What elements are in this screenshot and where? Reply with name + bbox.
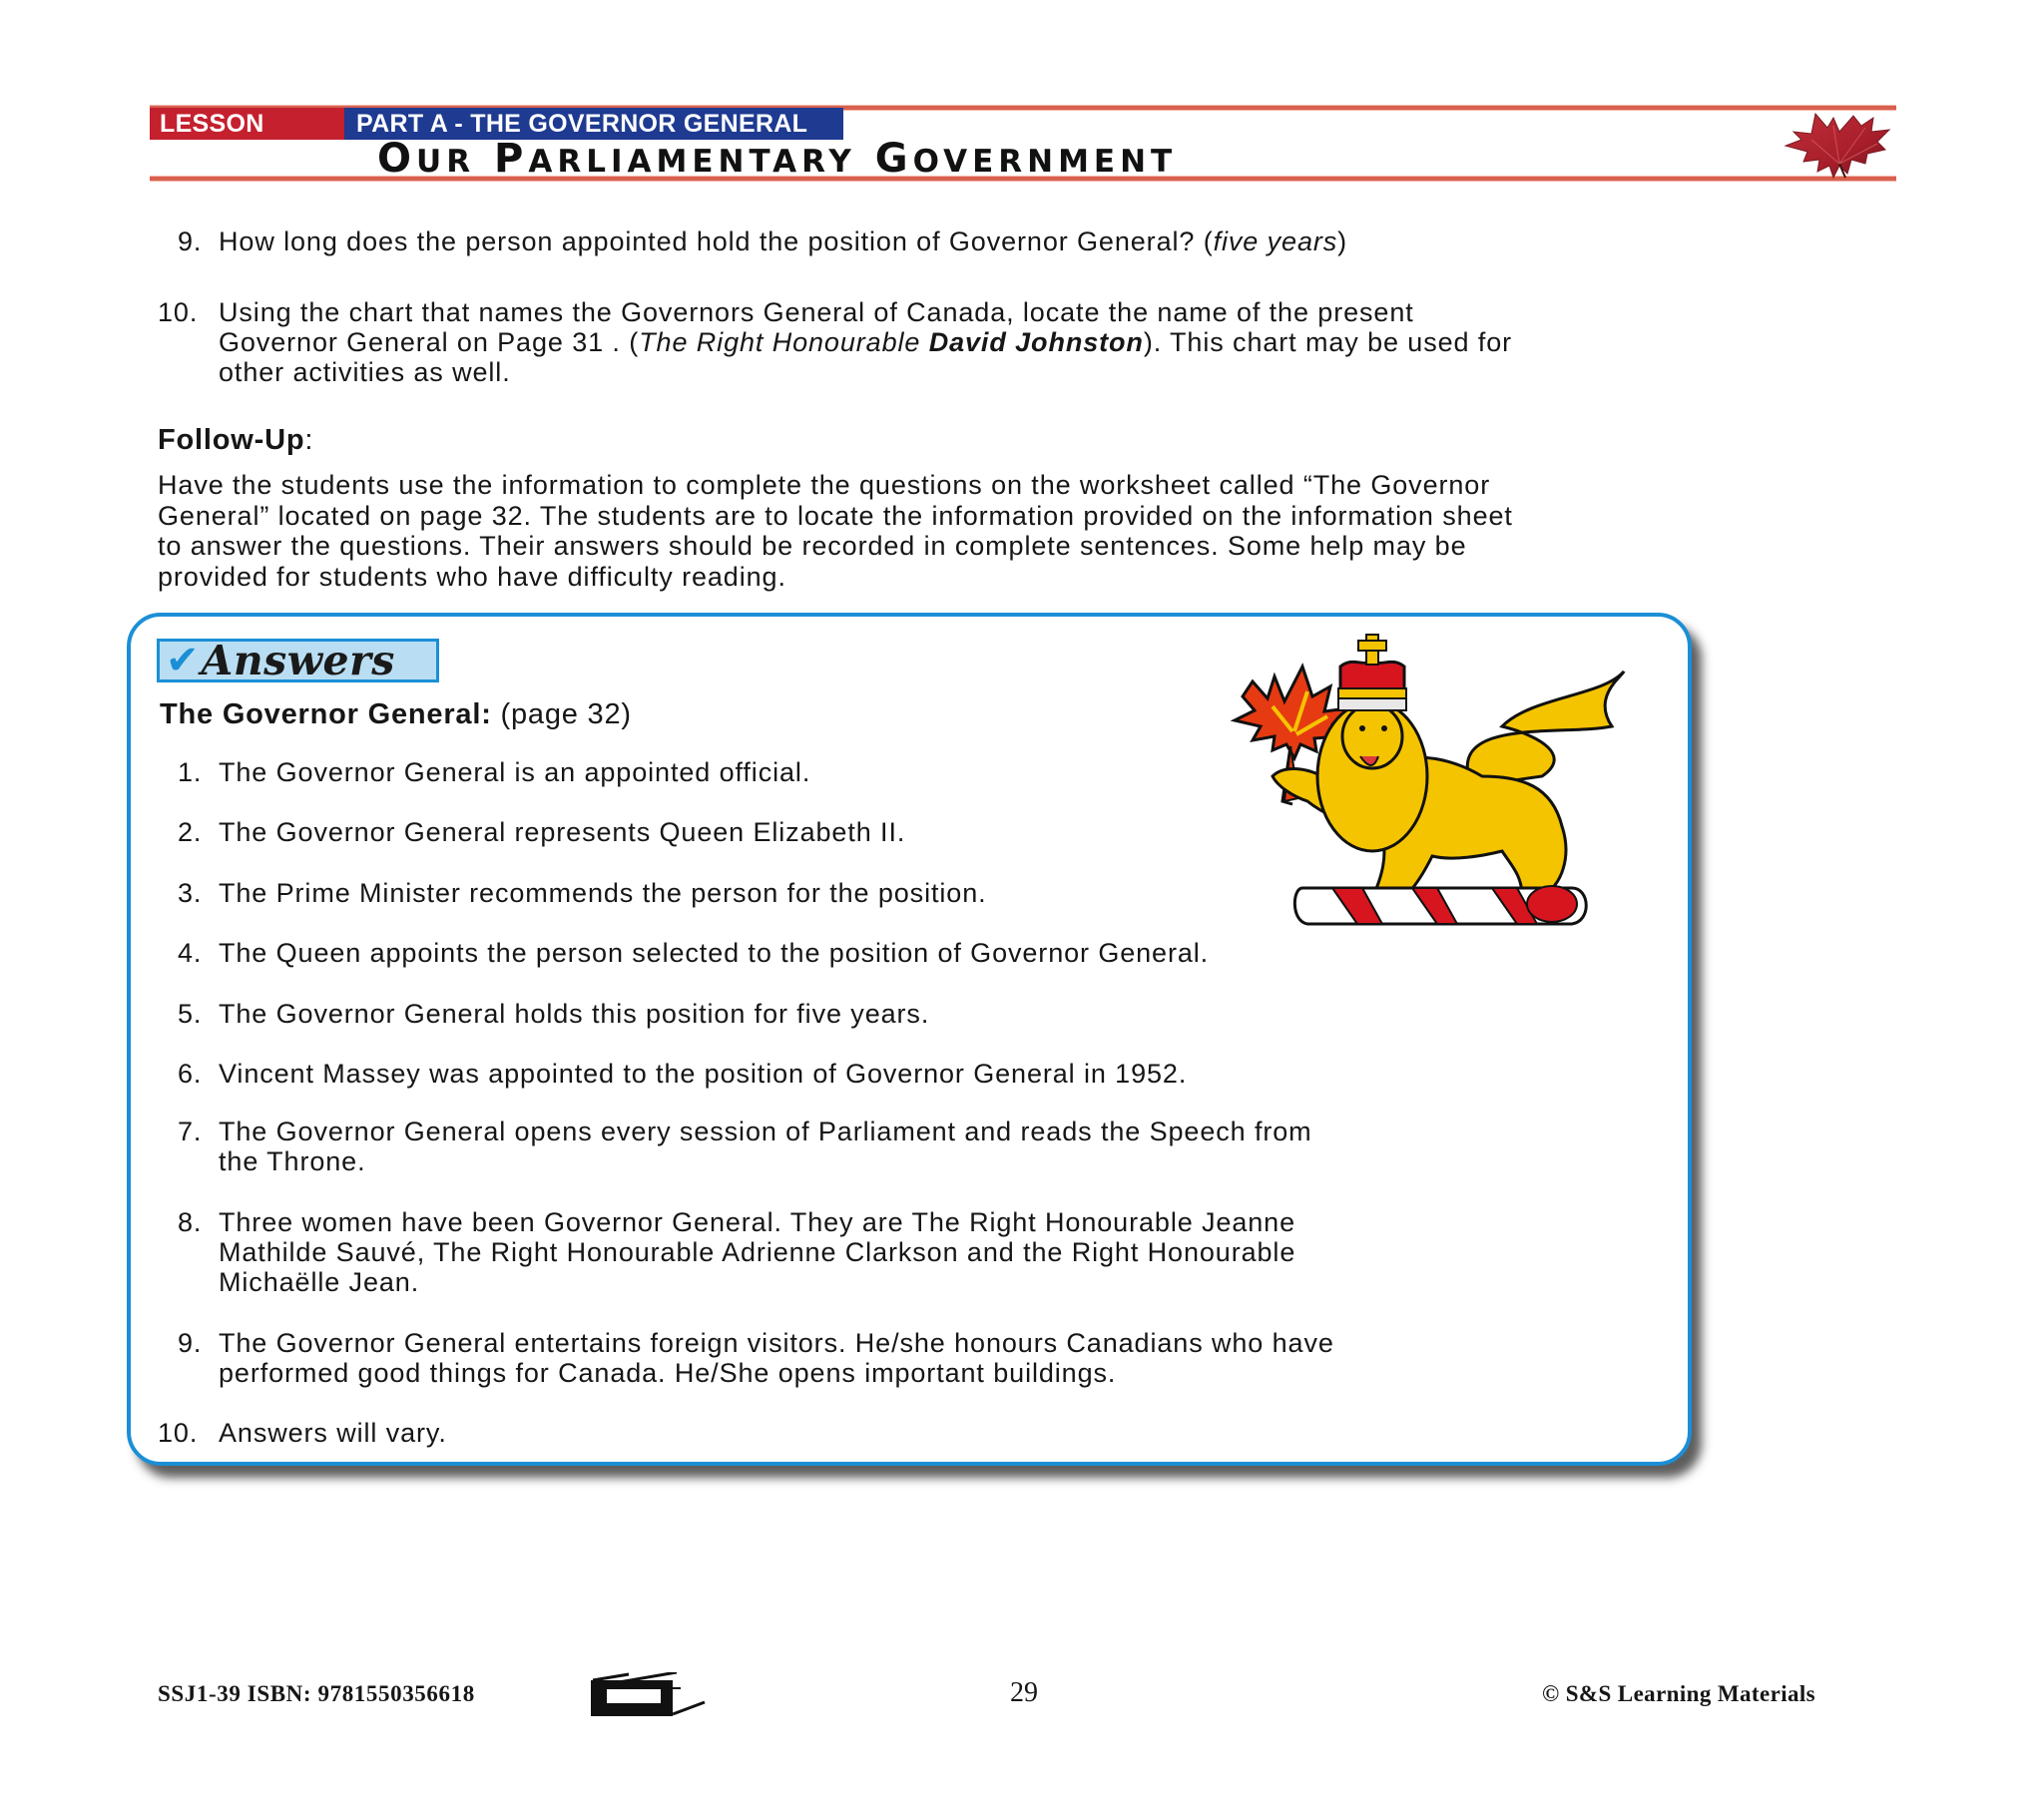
answer-number: 9. [178, 1328, 203, 1358]
answer-text: The Queen appoints the person selected to the position of Governor General. [219, 938, 1210, 968]
answer-text: Three women have been Governor General. They are The Right Honourable Jeanne [219, 1207, 1296, 1237]
question-number: 10. [158, 297, 199, 327]
crowned-lion-emblem-icon [1213, 627, 1637, 936]
question-text-line: other activities as well. [219, 357, 511, 387]
answer-text: The Governor General is an appointed official. [219, 757, 811, 787]
checkmark-icon: ✔ [166, 639, 200, 682]
answer-number: 2. [178, 817, 203, 847]
follow-up-line: General” located on page 32. The students are to locate the information provided on the information sheet [158, 501, 1513, 531]
question-text-line: Governor General on Page 31 . (The Right Honourable David Johnston). This chart may be used for [219, 327, 1513, 357]
follow-up-heading: Follow-Up: [158, 424, 314, 456]
lesson-label: LESSON FOUR: [150, 108, 344, 140]
governor-name: David Johnston [928, 327, 1144, 357]
answer-number: 10. [158, 1418, 199, 1448]
answer-text: The Governor General represents Queen Elizabeth II. [219, 817, 906, 847]
answer-text: Michaëlle Jean. [219, 1267, 420, 1297]
follow-up-line: provided for students who have difficulty reading. [158, 562, 786, 592]
follow-up-line: to answer the questions. Their answers should be recorded in complete sentences. Some help may be [158, 531, 1467, 561]
answer-number: 6. [178, 1059, 203, 1089]
answer-text: Mathilde Sauvé, The Right Honourable Adrienne Clarkson and the Right Honourable [219, 1237, 1296, 1267]
answer-text: The Governor General opens every session of Parliament and reads the Speech from [219, 1117, 1312, 1146]
answer-text: performed good things for Canada. He/She opens important buildings. [219, 1358, 1117, 1388]
answer-text: the Throne. [219, 1146, 366, 1176]
question-text-line: Using the chart that names the Governors General of Canada, locate the name of the present [219, 297, 1414, 327]
title-word: OUR [377, 136, 476, 182]
title-word: GOVERNMENT [874, 136, 1178, 182]
page-title [377, 136, 1178, 182]
answer-number: 3. [178, 878, 203, 908]
answers-title: The Governor General: (page 32) [160, 698, 632, 730]
question-number: 9. [178, 226, 203, 256]
answers-badge-label: Answers [201, 637, 395, 684]
answer-text: The Governor General entertains foreign visitors. He/she honours Canadians who have [219, 1328, 1334, 1358]
answer-number: 7. [178, 1117, 203, 1146]
answer-number: 1. [178, 757, 203, 787]
answer-text: Answers will vary. [219, 1418, 447, 1448]
answer-text: The Governor General holds this position for five years. [219, 999, 930, 1029]
question-text: How long does the person appointed hold the position of Governor General? (five years) [219, 226, 1348, 256]
question-answer: five years [1213, 226, 1338, 256]
answers-badge [157, 639, 439, 682]
answer-number: 4. [178, 938, 203, 968]
follow-up-line: Have the students use the information to complete the questions on the worksheet called “The Governor [158, 470, 1491, 500]
answer-text: The Prime Minister recommends the person for the position. [219, 878, 987, 908]
page-number: 29 [1010, 1677, 1038, 1708]
answer-number: 8. [178, 1207, 203, 1237]
copyright-notice: © S&S Learning Materials [1542, 1681, 1816, 1706]
footer-isbn: SSJ1-39 ISBN: 9781550356618 [158, 1681, 475, 1706]
answer-text: Vincent Massey was appointed to the position of Governor General in 1952. [219, 1059, 1188, 1089]
photocopier-icon [589, 1672, 707, 1716]
part-label: PART A - THE GOVERNOR GENERAL [344, 108, 843, 140]
maple-leaf-icon [1782, 110, 1893, 182]
title-word: PARLIAMENTARY [494, 136, 856, 182]
answer-number: 5. [178, 999, 203, 1029]
